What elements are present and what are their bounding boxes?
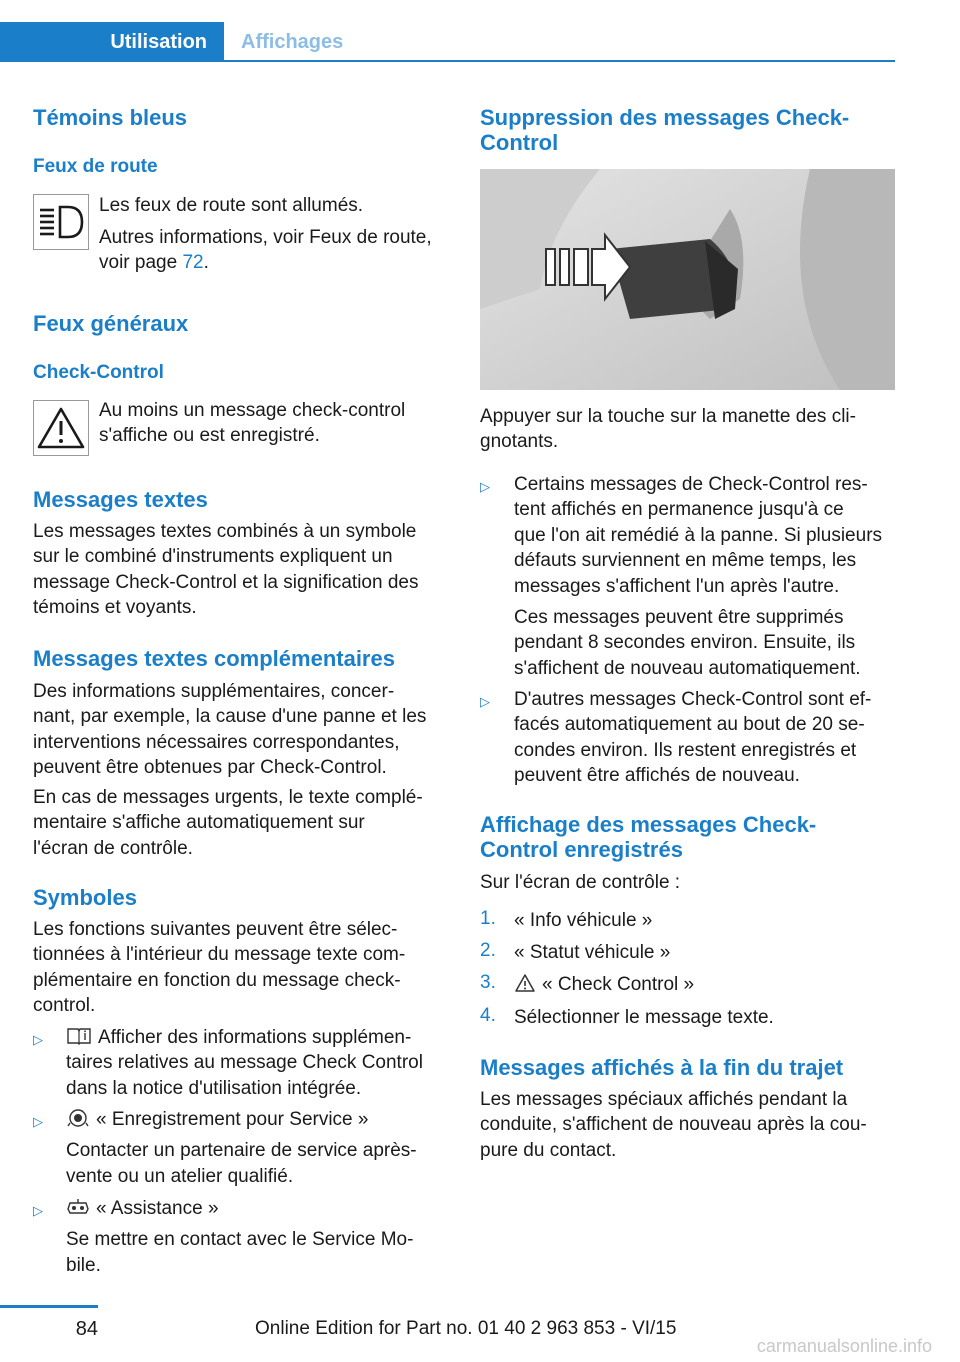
ecran-controle-text: Sur l'écran de contrôle : <box>480 872 681 893</box>
service-car-icon <box>66 1108 90 1128</box>
turn-signal-stalk-image <box>480 169 895 390</box>
symbol-item-assistance <box>66 1196 413 1278</box>
messages-textes-para <box>33 519 418 621</box>
text-line: que l'on ait remédié à la panne. Si plusieurs <box>514 524 883 546</box>
text-line: peuvent être affichés de nouveau. <box>514 765 800 787</box>
chapter-tabs <box>0 22 895 62</box>
heading-line: Suppression des messages Check- <box>480 105 850 130</box>
page-number: 84 <box>75 1318 98 1340</box>
step-number: 4. <box>480 1005 496 1026</box>
text-line: Les messages textes combinés à un symbole <box>33 521 417 542</box>
text-line: Ces messages peuvent être supprimés <box>514 607 844 629</box>
text-line <box>66 1196 413 1221</box>
text-line: message Check-Control et la signification des <box>33 571 419 593</box>
cc-text2: s'affiche ou est enregistré. <box>99 425 320 446</box>
step-statut-vehicule: « Statut véhicule » <box>514 942 671 963</box>
bullet-marker: ▷ <box>33 1114 43 1129</box>
text-line: tionnées à l'intérieur du message texte com‐ <box>33 944 406 966</box>
tab-affichages[interactable]: Affichages <box>241 31 344 53</box>
text-line: bile. <box>66 1254 101 1276</box>
text-line: l'écran de contrôle. <box>33 837 193 859</box>
text-line: sur le combiné d'instruments expliquent un <box>33 546 393 568</box>
bullet-check-control-permanent <box>514 472 882 681</box>
feux-route-text1: Les feux de route sont allumés. <box>99 195 364 216</box>
feux-route-text2: Autres informations, voir Feux de route, <box>99 227 432 248</box>
heading-line: Control <box>480 130 559 155</box>
text-span: « Assistance » <box>96 1198 219 1219</box>
text-span: « Enregistrement pour Service » <box>96 1109 369 1130</box>
heading-symboles: Symboles <box>33 885 137 910</box>
text-line: En cas de messages urgents, le texte complé‐ <box>33 787 423 808</box>
text-line: taires relatives au message Check Control <box>66 1052 423 1074</box>
heading-messages-textes: Messages textes <box>33 487 208 512</box>
heading-complementaires: Messages textes complémentaires <box>33 646 395 671</box>
text-line: Les messages spéciaux affichés pendant la <box>480 1089 848 1110</box>
text-line <box>66 1025 423 1050</box>
text-line: control. <box>33 995 96 1017</box>
text-line: dans la notice d'utilisation intégrée. <box>66 1077 362 1099</box>
heading-feux-generaux: Feux généraux <box>33 311 189 336</box>
text-span: « Check Control » <box>542 974 695 995</box>
text-line: Se mettre en contact avec le Service Mo‐ <box>66 1229 414 1251</box>
heading-temoins-bleus: Témoins bleus <box>33 105 188 130</box>
text-line: interventions nécessaires correspondantes, <box>33 731 400 753</box>
bullet-check-control-auto <box>514 687 871 789</box>
heading-line: Affichage des messages Check- <box>480 812 817 837</box>
assistance-icon <box>66 1197 90 1217</box>
bullet-marker: ▷ <box>480 479 490 494</box>
voir-page-text: voir page <box>99 252 183 273</box>
text-line: vente ou un atelier qualifié. <box>66 1165 294 1187</box>
heading-fin-trajet: Messages affichés à la fin du trajet <box>480 1055 844 1080</box>
text-line: Certains messages de Check-Control res‐ <box>514 474 868 495</box>
manual-book-icon <box>66 1026 92 1046</box>
symbol-item-manual <box>66 1025 423 1101</box>
bullet-marker: ▷ <box>33 1203 43 1218</box>
text-line: facés automatiquement au bout de 20 se‐ <box>514 714 865 736</box>
text-line: Des informations supplémentaires, concer‐ <box>33 681 395 702</box>
text-line <box>66 1107 417 1132</box>
step-selectionner: Sélectionner le message texte. <box>514 1007 774 1028</box>
tab-utilisation[interactable]: Utilisation <box>0 22 224 62</box>
heading-suppression <box>480 105 849 155</box>
text-line: messages s'affichent l'un après l'autre. <box>514 575 840 597</box>
text-line: conduite, s'affichent de nouveau après la cou‐ <box>480 1114 867 1136</box>
text-line: D'autres messages Check-Control sont ef‐ <box>514 689 872 710</box>
footer-rule <box>0 1305 98 1308</box>
bullet-marker: ▷ <box>33 1032 43 1047</box>
text-line: Appuyer sur la touche sur la manette des cli‐ <box>480 406 856 427</box>
high-beam-icon <box>33 194 89 250</box>
complementaires-para1 <box>33 679 426 781</box>
text-line: nant, par exemple, la cause d'une panne et les <box>33 706 427 728</box>
text-line: défauts surviennent en même temps, les <box>514 550 857 572</box>
text-line: Contacter un partenaire de service après- <box>66 1140 417 1162</box>
text-line: tent affichés en permanence jusqu'à ce <box>514 499 844 521</box>
text-line: gnotants. <box>480 431 559 453</box>
symbol-item-service <box>66 1107 417 1189</box>
text-line: condes environ. Ils restent enregistrés et <box>514 739 857 761</box>
heading-line: Control enregistrés <box>480 837 683 862</box>
heading-affichage-enregistres <box>480 812 816 862</box>
warning-triangle-icon <box>33 400 89 456</box>
text-line: mentaire s'affiche automatiquement sur <box>33 812 365 834</box>
feux-route-text3 <box>99 250 209 275</box>
heading-check-control: Check-Control <box>33 362 164 383</box>
complementaires-para2 <box>33 785 423 861</box>
step-info-vehicule: « Info véhicule » <box>514 910 653 931</box>
edition-text: Online Edition for Part no. 01 40 2 963 853 - VI/15 <box>255 1318 677 1339</box>
watermark: carmanualsonline.info <box>756 1336 932 1356</box>
step-number: 3. <box>480 972 496 993</box>
step-check-control <box>514 972 694 997</box>
press-instruction <box>480 404 856 455</box>
text-line: témoins et voyants. <box>33 597 197 619</box>
bullet-marker: ▷ <box>480 694 490 709</box>
heading-feux-de-route: Feux de route <box>33 156 158 177</box>
text-line: plémentaire en fonction du message check- <box>33 969 401 991</box>
text-line: pure du contact. <box>480 1139 617 1161</box>
step-number: 2. <box>480 940 496 961</box>
page-link-72[interactable]: 72 <box>182 252 204 273</box>
step-number: 1. <box>480 908 496 929</box>
text-span: Afficher des informations supplémen‐ <box>98 1027 412 1048</box>
warning-icon <box>514 973 536 993</box>
text-line: Les fonctions suivantes peuvent être sélec‐ <box>33 919 398 940</box>
text-line: peuvent être obtenues par Check-Control. <box>33 757 387 779</box>
symboles-para <box>33 917 405 1019</box>
fin-trajet-para <box>480 1087 867 1163</box>
text-line: pendant 8 secondes environ. Ensuite, ils <box>514 632 856 654</box>
text-line: s'affichent de nouveau automatiquement. <box>514 657 861 679</box>
tab-underline <box>0 60 895 62</box>
cc-text1: Au moins un message check-control <box>99 400 406 421</box>
period: . <box>203 252 209 273</box>
